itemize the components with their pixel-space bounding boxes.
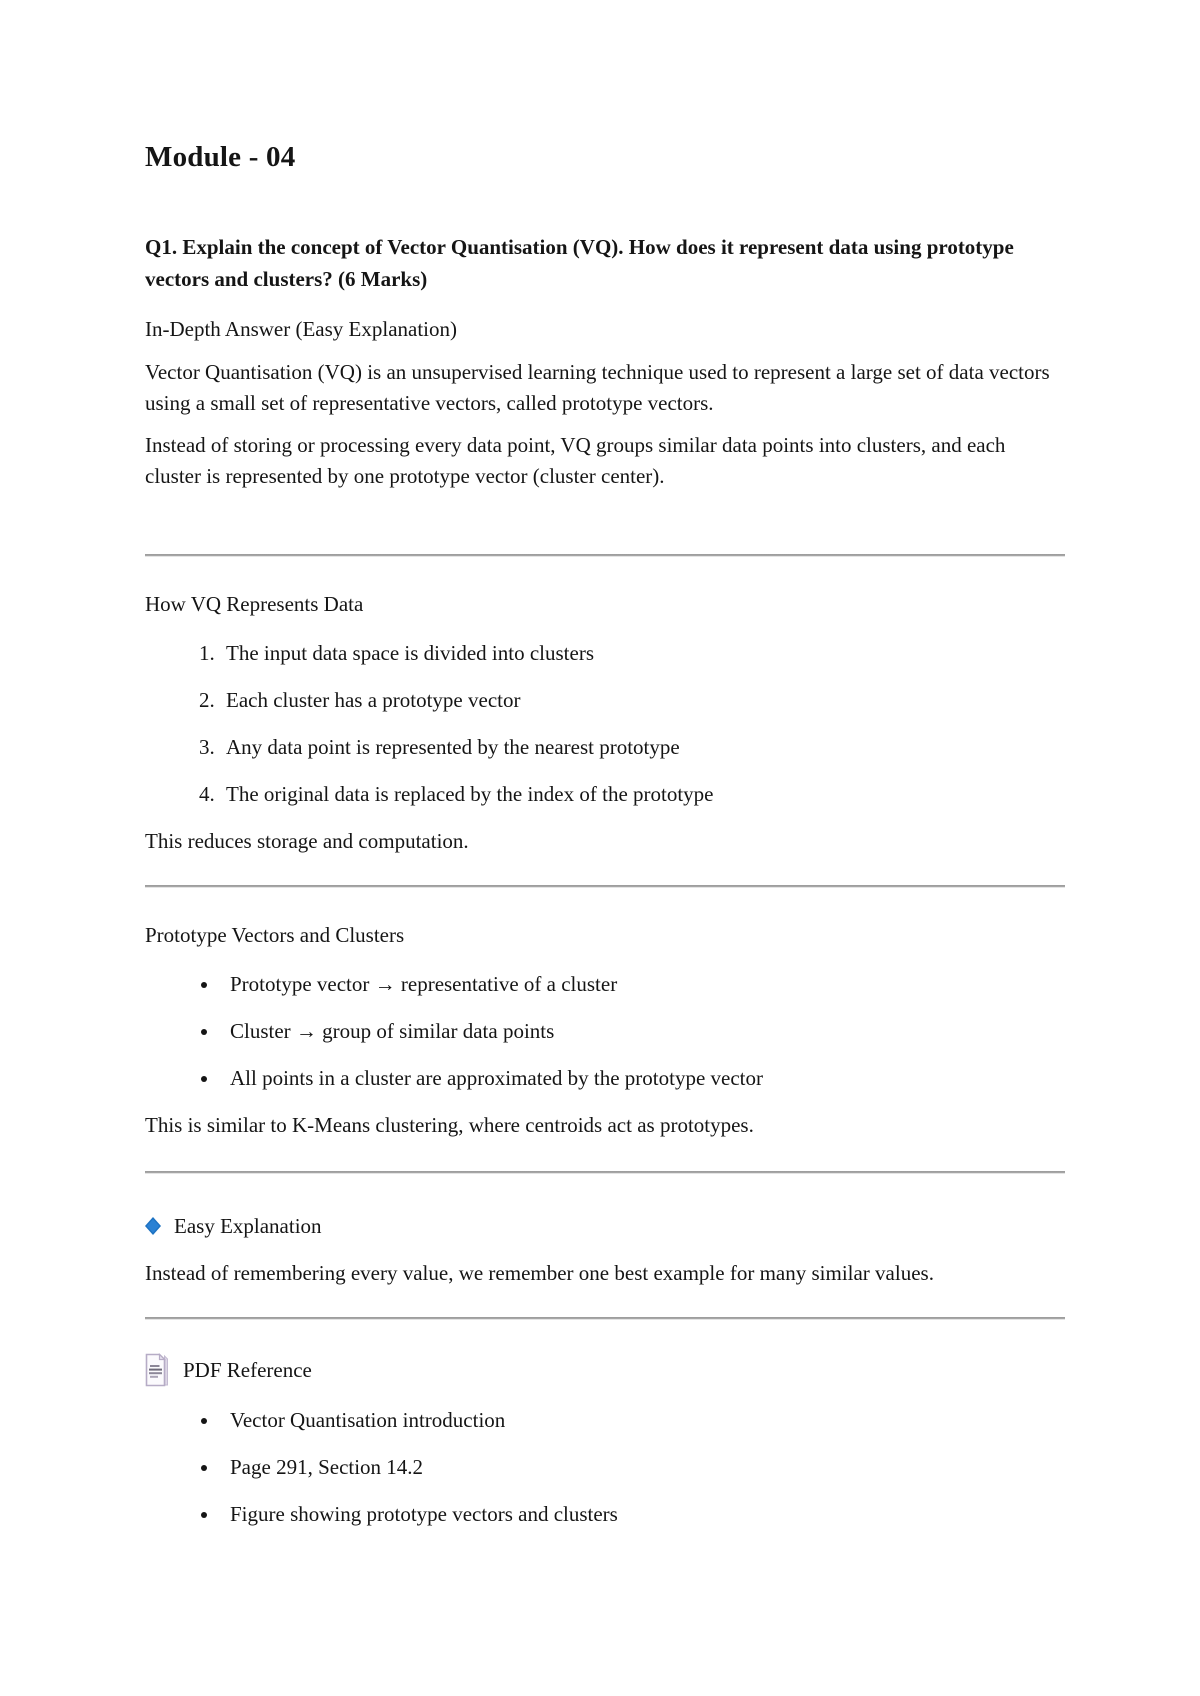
- list-item: • Vector Quantisation introduction: [220, 1404, 1065, 1436]
- list-item: 1. The input data space is divided into clusters: [220, 637, 1065, 669]
- list-item: 4. The original data is replaced by the index of the prototype: [220, 778, 1065, 810]
- how-vq-numbered-list: [145, 637, 1065, 810]
- section-heading-easy: Easy Explanation: [174, 1213, 322, 1238]
- document-content: [145, 140, 1065, 1530]
- section-divider: [145, 885, 1065, 888]
- paragraph-vq-definition: Vector Quantisation (VQ) is an unsupervised learning technique used to represent a large set of data vectors using a small set of representative vectors, called prototype vectors.: [145, 359, 1050, 415]
- list-item: • All points in a cluster are approximated by the prototype vector: [220, 1062, 1065, 1094]
- list-item: • Cluster → group of similar data points: [220, 1015, 1065, 1047]
- list-item: • Prototype vector → representative of a cluster: [220, 968, 1065, 1000]
- list-item: • Page 291, Section 14.2: [220, 1451, 1065, 1483]
- blue-diamond-icon: [145, 1217, 161, 1235]
- list-item: 3. Any data point is represented by the nearest prototype: [220, 731, 1065, 763]
- answer-type-label: In-Depth Answer (Easy Explanation): [145, 316, 457, 341]
- page-title: Module - 04: [145, 141, 296, 173]
- section-heading-prototype: Prototype Vectors and Clusters: [145, 922, 405, 947]
- how-vq-note: This reduces storage and computation.: [145, 828, 469, 853]
- section-heading-pdf: PDF Reference: [183, 1357, 312, 1382]
- pdf-reference-bullet-list: [145, 1404, 1065, 1530]
- paragraph-vq-clusters: Instead of storing or processing every data point, VQ groups similar data points into clusters, and each cluster is represented by one prototype vector (cluster center).: [145, 432, 1006, 488]
- list-item: 2. Each cluster has a prototype vector: [220, 684, 1065, 716]
- section-heading-how-vq: How VQ Represents Data: [145, 591, 364, 616]
- easy-explanation-text: Instead of remembering every value, we remember one best example for many similar values.: [145, 1260, 934, 1285]
- section-divider: [145, 1317, 1065, 1320]
- prototype-bullet-list: [145, 968, 1065, 1094]
- easy-explanation-heading-row: [145, 1210, 1065, 1242]
- prototype-note: This is similar to K-Means clustering, where centroids act as prototypes.: [145, 1112, 754, 1137]
- section-divider: [145, 554, 1065, 557]
- list-item: • Figure showing prototype vectors and clusters: [220, 1498, 1065, 1530]
- pdf-reference-heading-row: [145, 1353, 1065, 1387]
- document-icon: [143, 1353, 170, 1387]
- question-heading: Q1. Explain the concept of Vector Quantisation (VQ). How does it represent data using prototype vectors and clusters? (6 Marks): [145, 234, 1014, 291]
- section-divider: [145, 1171, 1065, 1174]
